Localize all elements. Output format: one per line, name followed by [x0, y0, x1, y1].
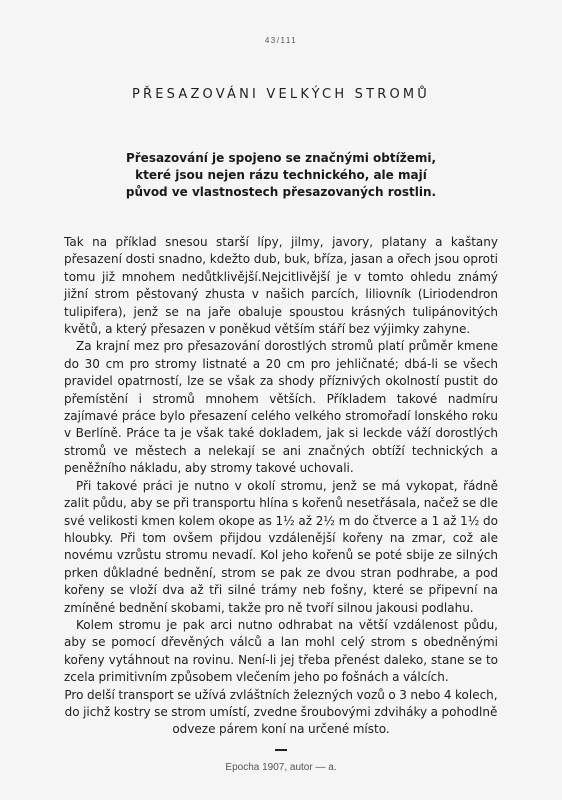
body-paragraph-2: Za krajní mez pro přesazování dorostlých stromů platí průměr kmene do 30 cm pro stromy listnaté a 20 cm pro jehličnaté; dbá-li se všech pravidel opatrností, lze se však za shody příznivých okolností pustit do přemístění i stromů mnohem větších. Příkladem takové nadmíru zajímavé práce bylo přesazení celého velkého stromořadí lonského roku v Berlíně. Práce ta je však také dokladem, jak si leckde váží dorostlých stromů ve městech a nelekají se ani značných obtíží technických a peněžního nákladu, aby stromy takové uchovali. [64, 339, 498, 476]
body-paragraph-4: Kolem stromu je pak arci nutno odhrabat na větší vzdálenost půdu, aby se pomocí dřevěných válců a lan mohl celý strom s obedněnými kořeny vytáhnout na rovinu. Není-li jej třeba přenést daleko, stane se to zcela primitivním způsobem vlečením jeho po fošnách a válcích. [64, 617, 498, 685]
lead-paragraph: Přesazování je spojeno se značnými obtížemi, které jsou nejen rázu technického, ale mají původ ve vlastnostech přesazovaných rostlin. [125, 151, 437, 199]
source-caption: Epocha 1907, autor — a. [225, 761, 337, 773]
body-paragraph-1: Tak na příklad snesou starší lípy, jilmy, javory, platany a kaštany přesazení dosti snadno, kdežto dub, buk, bříza, jasan a ořech jsou oproti tomu již mnohem nedůtklivější.Nejcitlivější je v tomto ohledu známý jižní strom pěstovaný zhusta v našich parcích, liliovník (Liriodendron tulipifera), jenž se na jaře obaluje spoustou krásných tulipánovitých květů, a který přesazen v poněkud větším stáří bez výjimky zahyne. [64, 235, 498, 337]
end-divider [275, 749, 287, 751]
article-body [64, 234, 498, 739]
body-paragraph-3: Při takové práci je nutno v okolí stromu, jenž se má vykopat, řádně zalit půdu, aby se při transportu hlína s kořenů nesetřásala, načež se dle své velikosti kmen kolem okope as 1½ až 2½ m do čtverce a 1 až 1½ do hloubky. Při tom ovšem přijdou vzdálenější kořeny na zmar, což ale novému vzrůstu stromu nevadí. Kol jeho kořenů se poté sbije ze silných prken důkladné bednění, strom se pak ze dvou stran podhrabe, a pod kořeny se vloží dva až tři silné trámy neb fošny, které se připevní na zmíněné bednění skobami, takže pro ně tvoří silnou jakousi podlahu. [64, 478, 498, 615]
body-paragraph-5: Pro delší transport se užívá zvláštních železných vozů o 3 nebo 4 kolech, do jichž kostry se strom umístí, zvedne šroubovými zdviháky a pohodlně odveze párem koní na určené místo. [64, 687, 498, 737]
page-number: 43/111 [264, 36, 298, 45]
article-title: PŘESAZOVÁNI VELKÝCH STROMŮ [131, 87, 431, 102]
